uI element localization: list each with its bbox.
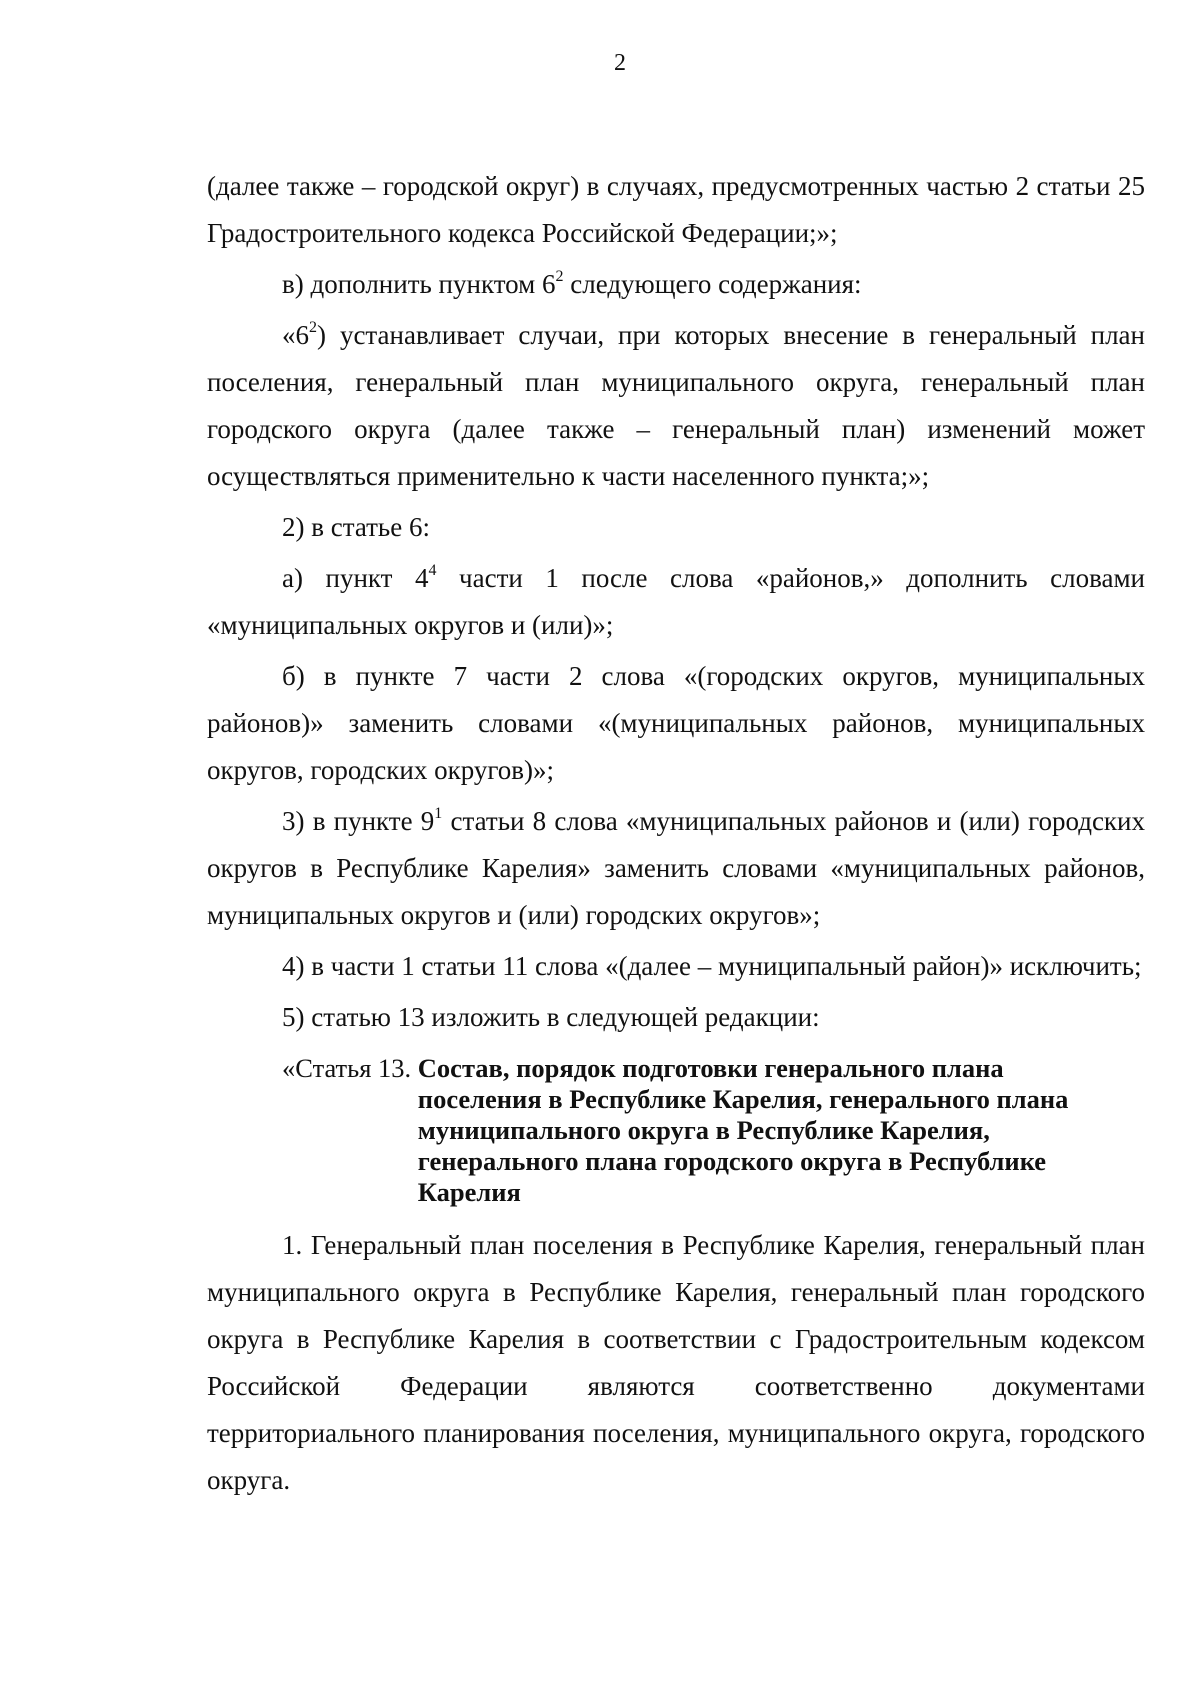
superscript: 2: [309, 319, 317, 336]
paragraph-item-b: б) в пункте 7 части 2 слова «(городских округов, муниципальных районов)» заменить словами «(муниципальных районов, муниципальных округов, городских округов)»;: [207, 661, 1145, 785]
superscript: 2: [555, 268, 564, 285]
paragraph-item-v: в) дополнить пунктом $6^2$ следующего содержания:: [282, 268, 862, 299]
paragraph-item-3: 3) в пункте $9^1$ статьи 8 слова «муниципальных районов и (или) городских округов в Республике Карелия» заменить словами «муниципальных районов, муниципальных округов и (или) городских округов»;: [207, 805, 1145, 930]
article-label: «Статья 13.: [282, 1053, 418, 1083]
paragraph-item-a: а) пункт $4^4$ части 1 после слова «районов,» дополнить словами «муниципальных округов и (или)»;: [207, 562, 1146, 640]
article-title: Состав, порядок подготовки генерального плана поселения в Республике Карелия, генерального плана муниципального округа в Республике Карелия, генерального плана городского округа в Республике Карелия: [417, 1053, 1069, 1207]
paragraph-quoted-point: «$6^2$) устанавливает случаи, при которых внесение в генеральный план поселения, генеральный план муниципального округа, генеральный план городского округа (далее также – генеральный план) изменений может осуществляться применительно к части населенного пункта;»;: [207, 319, 1145, 491]
paragraph-continuation: (далее также – городской округ) в случаях, предусмотренных частью 2 статьи 25 Градостроительного кодекса Российской Федерации;»;: [207, 171, 1145, 248]
superscript: 1: [434, 805, 443, 822]
paragraph-clause-1: 1. Генеральный план поселения в Республике Карелия, генеральный план муниципального округа в Республике Карелия, генеральный план городского округа в Республике Карелия в соответствии с Градостроительным кодексом Российской Федерации являются соответственно документами территориального планирования поселения, муниципального округа, городского округа.: [207, 1230, 1145, 1495]
paragraph-item-4: 4) в части 1 статьи 11 слова «(далее – муниципальный район)» исключить;: [282, 951, 1142, 981]
paragraph-item-2: 2) в статье 6:: [282, 512, 430, 542]
superscript: 4: [428, 562, 437, 579]
page-number: 2: [614, 50, 626, 76]
article-heading: [282, 1053, 1145, 1208]
document-body: [207, 163, 1145, 1504]
paragraph-item-5: 5) статью 13 изложить в следующей редакции:: [282, 1002, 820, 1032]
